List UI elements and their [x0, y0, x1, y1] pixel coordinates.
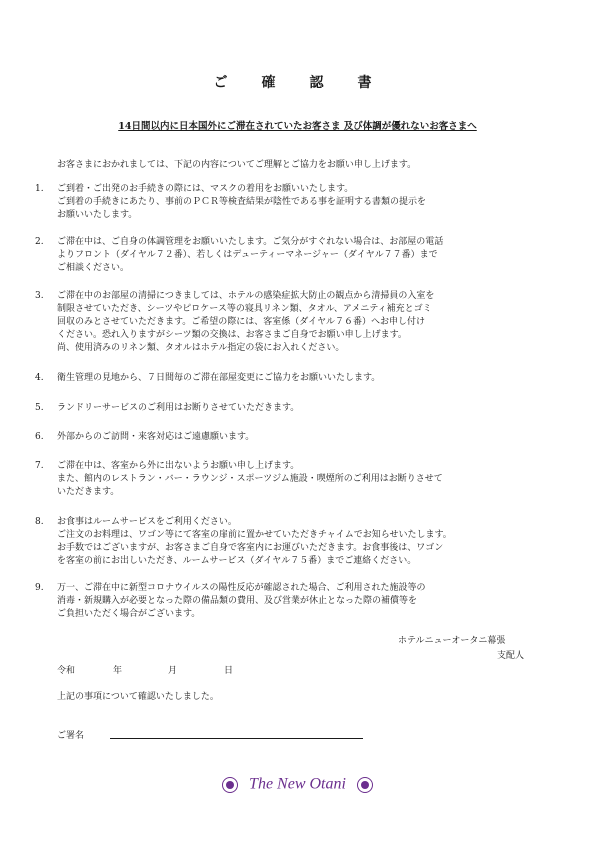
term-number: 6. — [35, 432, 44, 442]
date-month: 月 — [168, 666, 178, 676]
term-line: ランドリーサービスのご利用はお断りさせていただきます。 — [57, 403, 300, 413]
term-body — [57, 402, 555, 415]
emblem-icon — [222, 777, 238, 793]
signature-label: ご署名 — [57, 731, 85, 741]
term-number: 2. — [35, 237, 44, 247]
term-body — [57, 183, 555, 222]
term-line: また、館内のレストラン・バー・ラウンジ・スポーツジム施設・喫煙所のご利用はお断りさせて — [57, 474, 443, 484]
emblem-icon — [357, 777, 373, 793]
hotel-logo — [0, 774, 595, 794]
term-line: 尚、使用済みのリネン類、タオルはホテル指定の袋にお入れください。 — [57, 343, 345, 353]
term-line: よりフロント（ダイヤル７２番）、若しくはデューティーマネージャー（ダイヤル７７番）まで — [57, 250, 438, 260]
term-body — [57, 290, 555, 355]
term-line: お願いいたします。 — [57, 210, 138, 220]
issuer-name: ホテルニューオータニ幕張 — [398, 636, 506, 646]
term-line: いただきます。 — [57, 487, 120, 497]
logo-wordmark: The New Otani — [249, 775, 346, 793]
confirm-text: 上記の事項について確認いたしました。 — [57, 692, 219, 702]
term-line: 制限させていただき、シーツやピロケース等の寝具リネン類、タオル、アメニティ補充とゴミ — [57, 304, 432, 314]
term-body — [57, 460, 555, 499]
term-number: 3. — [35, 291, 44, 301]
term-line: 回収のみとさせていただきます。ご希望の際には、客室係（ダイヤル７６番）へお申し付け — [57, 317, 426, 327]
term-body — [57, 582, 555, 621]
term-number: 7. — [35, 461, 44, 471]
document-subtitle: 14日間以内に日本国外にご滞在されていたお客さま 及び体調が優れないお客さまへ — [118, 121, 477, 132]
term-line: ください。恐れ入りますがシーツ類の交換は、お客さまご自身でお願い申し上げます。 — [57, 330, 407, 340]
term-line: 消毒・新規購入が必要となった際の備品類の費用、及び営業が休止となった際の補償等を — [57, 596, 418, 606]
date-day: 日 — [224, 666, 234, 676]
term-body — [57, 516, 555, 568]
term-line: 外部からのご訪問・来客対応はご遠慮願います。 — [57, 432, 255, 442]
intro-text: お客さまにおかれましては、下記の内容についてご理解とご協力をお願い申し上げます。 — [57, 160, 417, 170]
term-body — [57, 372, 555, 385]
term-line: お食事はルームサービスをご利用ください。 — [57, 517, 237, 527]
term-body — [57, 431, 555, 444]
term-line: 万一、ご滞在中に新型コロナウイルスの陽性反応が確認された場合、ご利用された施設等の — [57, 583, 426, 593]
term-line: ご到着・ご出発のお手続きの際には、マスクの着用をお願いいたします。 — [57, 184, 354, 194]
term-line: ご負担いただく場合がございます。 — [57, 609, 201, 619]
date-year: 年 — [113, 666, 123, 676]
term-line: 衛生管理の見地から、７日間毎のご滞在部屋変更にご協力をお願いいたします。 — [57, 373, 381, 383]
term-line: ご滞在中は、ご自身の体調管理をお願いいたします。ご気分がすぐれない場合は、お部屋の電話 — [57, 237, 444, 247]
term-body — [57, 236, 555, 275]
term-line: ご滞在中のお部屋の清掃につきましては、ホテルの感染症拡大防止の観点から清掃員の入室を — [57, 291, 435, 301]
term-number: 8. — [35, 517, 44, 527]
signature-line[interactable] — [110, 738, 363, 739]
term-line: ご注文のお料理は、ワゴン等にて客室の扉前に置かせていただきチャイムでお知らせいたします。 — [57, 530, 452, 540]
term-line: ご相談ください。 — [57, 263, 130, 273]
issuer-title: 支配人 — [497, 651, 525, 661]
term-line: を客室の前にお出しいただき、ルームサービス（ダイヤル７５番）までご連絡ください。 — [57, 556, 417, 566]
term-line: お手数ではございますが、お客さまご自身で客室内にお運びいただきます。お食事後は、ワゴン — [57, 543, 444, 553]
term-line: ご滞在中は、客室から外に出ないようお願い申し上げます。 — [57, 461, 300, 471]
term-number: 5. — [35, 403, 44, 413]
date-era: 令和 — [57, 666, 76, 676]
term-number: 9. — [35, 583, 44, 593]
document-title: ご 確 認 書 — [213, 75, 382, 91]
term-line: ご到着の手続きにあたり、事前のＰＣＲ等検査結果が陰性である事を証明する書類の提示を — [57, 197, 427, 207]
term-number: 1. — [35, 184, 44, 194]
term-number: 4. — [35, 373, 44, 383]
